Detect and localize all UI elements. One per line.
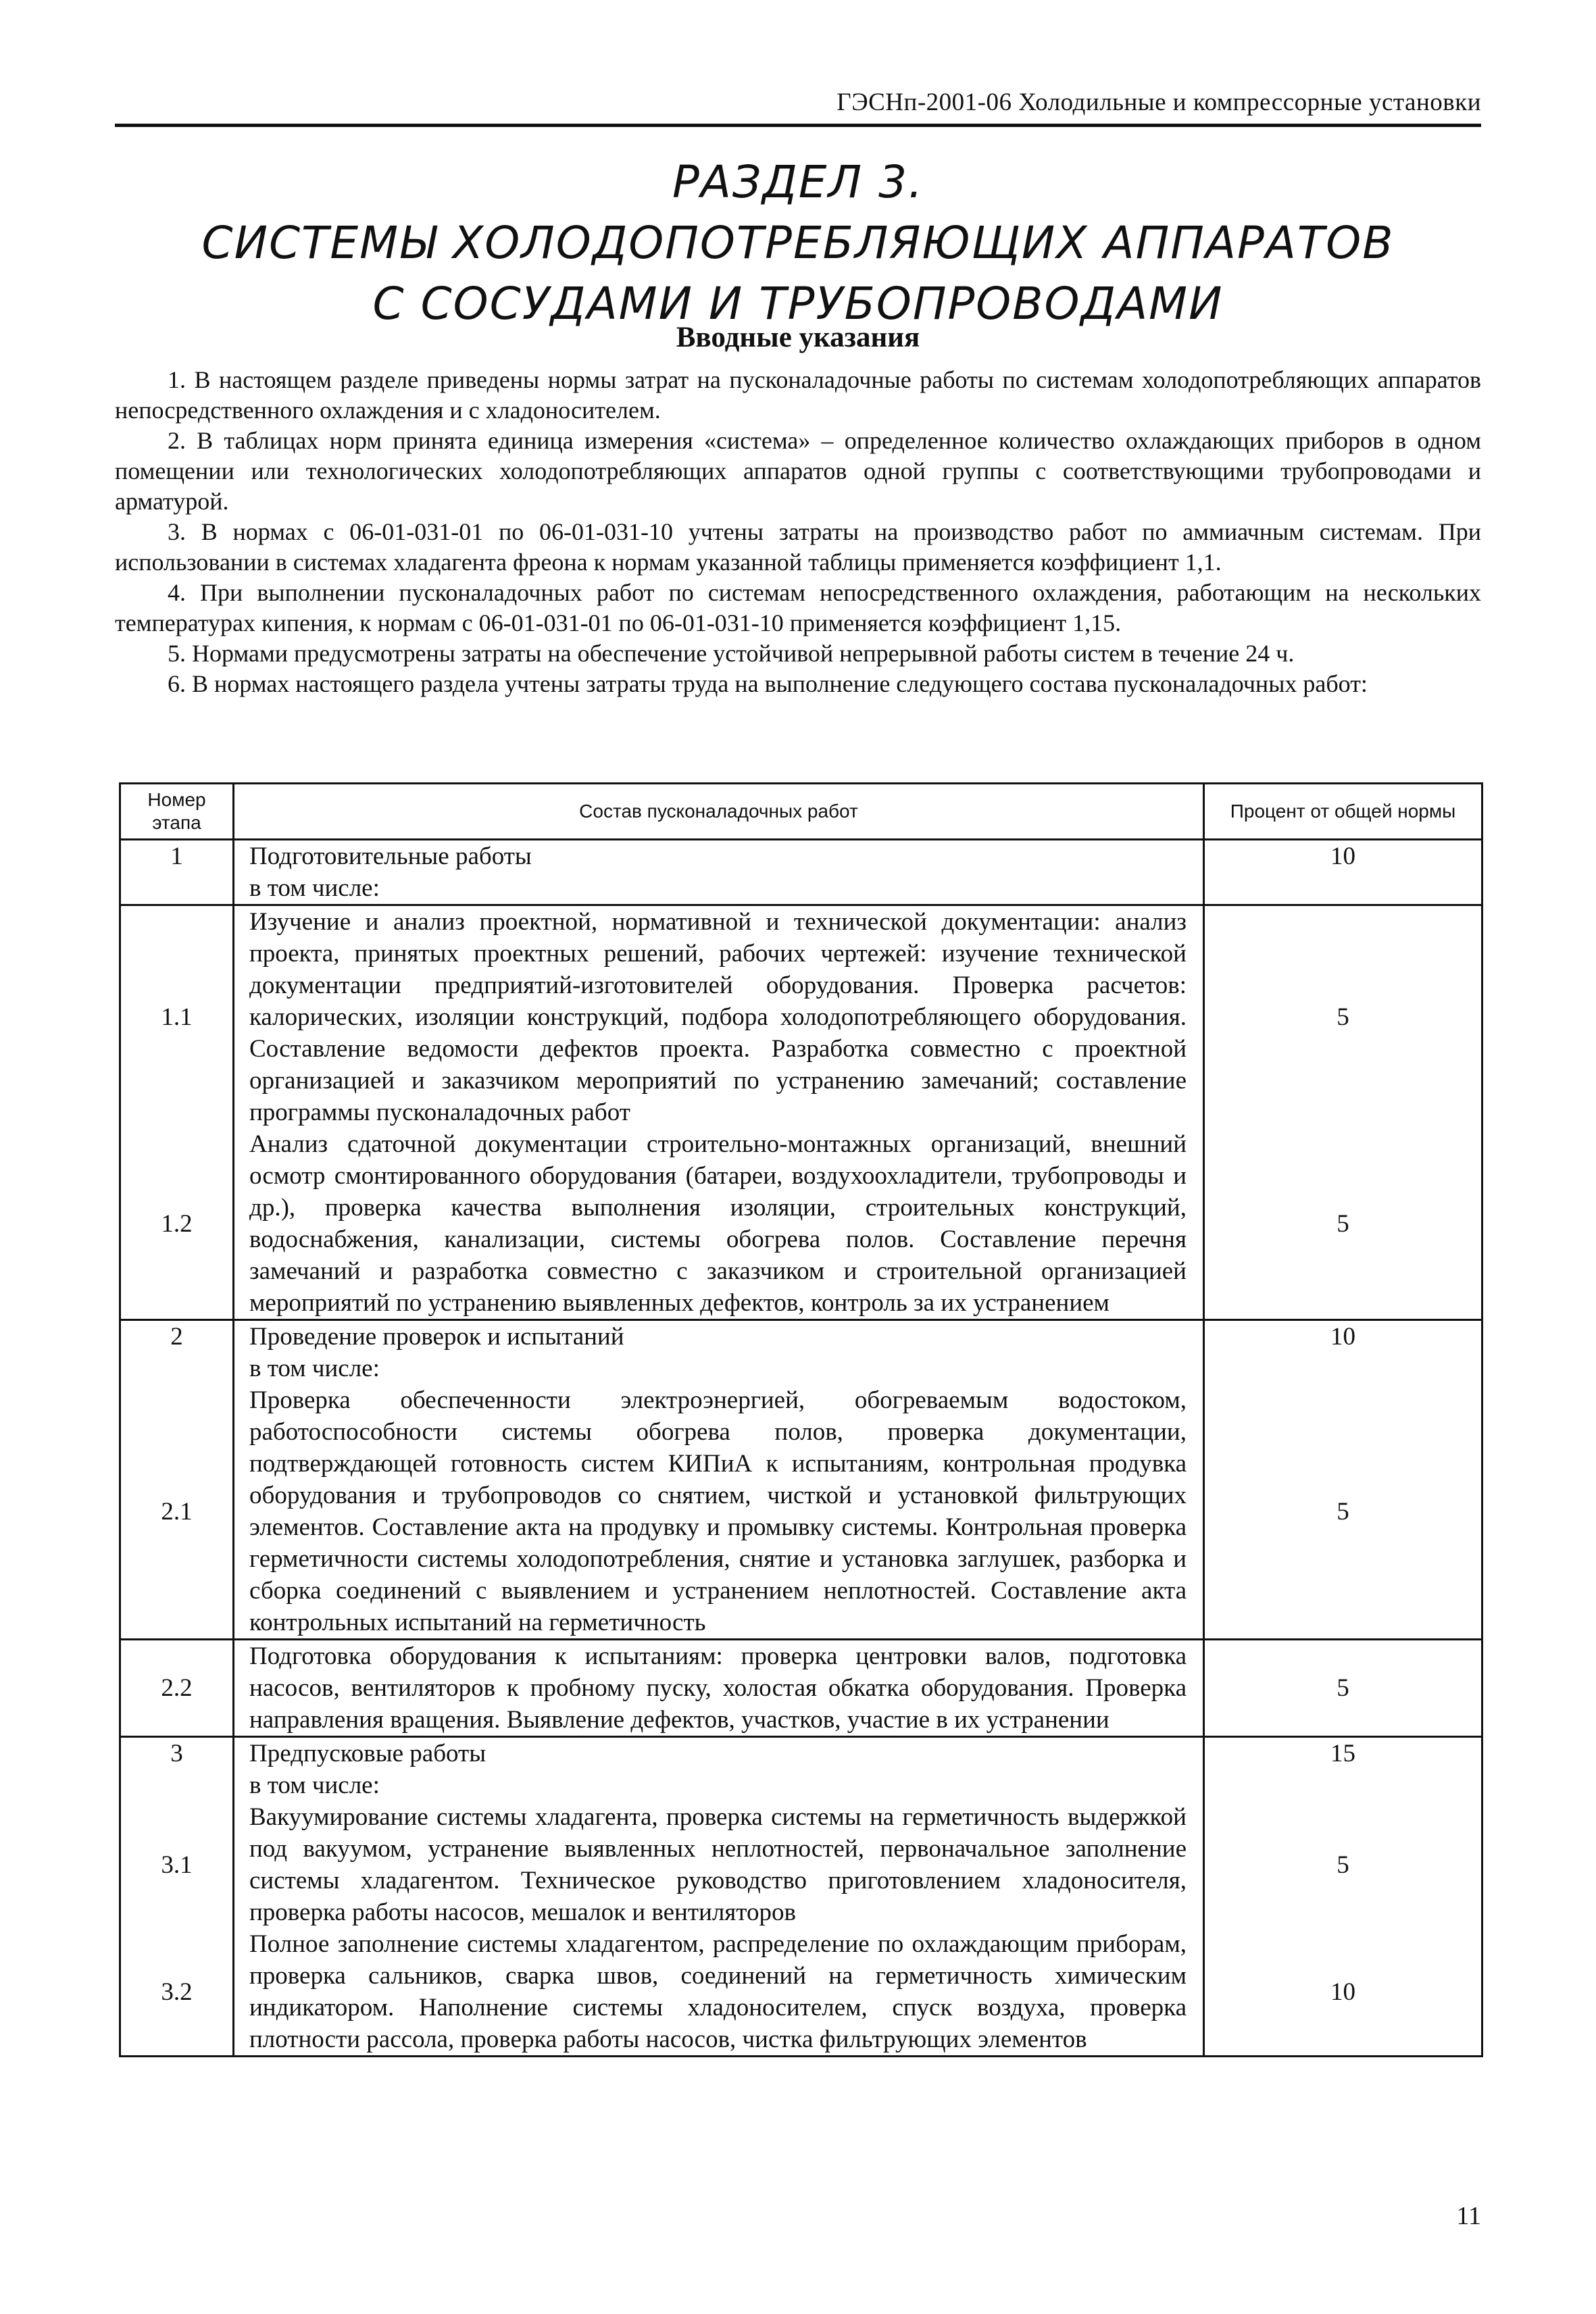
stage-title-text: Предпусковые работы: [249, 1740, 487, 1767]
substage-number: 2.2: [120, 1640, 234, 1737]
stage-title-text: Подготовительные работы: [249, 842, 532, 870]
table-row: [120, 1128, 1482, 1320]
substage-text: Подготовка оборудования к испытаниям: проверка центровки валов, подготовка насосов, вентиляторов к пробному пуску, холостая обкатка оборудования. Проверка направления вращения. Выявление дефектов, участков, участие в их устранении: [234, 1640, 1204, 1737]
table-row: [120, 1384, 1482, 1640]
stage-number: 3: [120, 1737, 234, 1802]
stage-number: 2: [120, 1320, 234, 1385]
substage-percent: 5: [1204, 1384, 1482, 1640]
substage-number: 1.2: [120, 1128, 234, 1320]
stage-subtitle: в том числе:: [249, 1771, 380, 1799]
table-row: [120, 1737, 1482, 1802]
substage-text: Вакуумирование системы хладагента, проверка системы на герметичность выдержкой под вакуумом, устранение выявленных неплотностей, первоначальное заполнение системы хладагентом. Техническое руководство приготовлением хладоносителя, проверка работы насосов, мешалок и вентиляторов: [234, 1801, 1204, 1928]
substage-text: Изучение и анализ проектной, нормативной и технической документации: анализ проекта, принятых проектных решений, рабочих чертежей: изучение технической документации предприятий-изготовителей оборудования. Проверка расчетов: калорических, изоляции конструкций, подбора холодопотребляющего оборудования. Составление ведомости дефектов проекта. Разработка совместно с проектной организацией и заказчиком мероприятий по устранению замечаний; составление программы пусконаладочных работ: [234, 905, 1204, 1129]
substage-number: 3.1: [120, 1801, 234, 1928]
section-title-line: СИСТЕМЫ ХОЛОДОПОТРЕБЛЯЮЩИХ АППАРАТОВ: [201, 217, 1395, 269]
substage-text: Полное заполнение системы хладагентом, распределение по охлаждающим приборам, проверка сальников, сварка швов, соединений на герметичность химическим индикатором. Наполнение системы хладоносителем, спуск воздуха, проверка плотности рассола, проверка работы насосов, чистка фильтрующих элементов: [234, 1928, 1204, 2057]
stage-percent: 15: [1204, 1737, 1482, 1802]
substage-percent: 5: [1204, 1801, 1482, 1928]
stage-title: [234, 1737, 1204, 1802]
stage-subtitle: в том числе:: [249, 874, 380, 902]
page-number: 11: [1456, 2202, 1481, 2230]
section-title-line: С СОСУДАМИ И ТРУБОПРОВОДАМИ: [372, 278, 1224, 330]
intro-paragraph: 3. В нормах с 06-01-031-01 по 06-01-031-10 учтены затраты на производство работ по аммиачным системам. При использовании в системах хладагента фреона к нормам указанной таблицы применяется коэффициент 1,1.: [115, 518, 1481, 576]
stage-subtitle: в том числе:: [249, 1355, 380, 1382]
substage-text: Проверка обеспеченности электроэнергией, обогреваемым водостоком, работоспособности системы обогрева полов, проверка документации, подтверждающей готовность систем КИПиА к испытаниям, контрольная продувка оборудования и трубопроводов со снятием, чисткой и установкой фильтрующих элементов. Составление акта на продувку и промывку системы. Контрольная проверка герметичности системы холодопотребления, снятие и установка заглушек, разборка и сборка соединений с выявлением и устранением неплотностей. Составление акта контрольных испытаний на герметичность: [234, 1384, 1204, 1640]
works-table: [119, 782, 1483, 2057]
substage-percent: 5: [1204, 905, 1482, 1129]
header-percent: Процент от общей нормы: [1204, 784, 1482, 840]
intro-paragraph: 6. В нормах настоящего раздела учтены затраты труда на выполнение следующего состава пусконаладочных работ:: [168, 670, 1368, 697]
substage-number: 2.1: [120, 1384, 234, 1640]
table-row: [120, 1320, 1482, 1385]
header-work-composition: Состав пусконаладочных работ: [234, 784, 1204, 840]
stage-percent: 10: [1204, 1320, 1482, 1385]
table-row: [120, 905, 1482, 1129]
substage-percent: 10: [1204, 1928, 1482, 2057]
stage-title: [234, 1320, 1204, 1385]
intro-heading: Вводные указания: [676, 322, 920, 353]
substage-number: 3.2: [120, 1928, 234, 2057]
header-stage-number: Номер этапа: [120, 784, 234, 840]
table-row: [120, 840, 1482, 905]
intro-paragraph: 1. В настоящем разделе приведены нормы затрат на пусконаладочные работы по системам холодопотребляющих аппаратов непосредственного охлаждения и с хладоносителем.: [115, 366, 1481, 424]
intro-paragraph: 4. При выполнении пусконаладочных работ по системам непосредственного охлаждения, работающим на нескольких температурах кипения, к нормам с 06-01-031-01 по 06-01-031-10 применяется коэффициент 1,15.: [115, 579, 1481, 636]
section-title-line: РАЗДЕЛ 3.: [672, 156, 924, 208]
table-row: [120, 1928, 1482, 2057]
table-row: [120, 1801, 1482, 1928]
running-header: ГЭСНп-2001-06 Холодильные и компрессорные установки: [115, 88, 1481, 127]
substage-number: 1.1: [120, 905, 234, 1129]
section-title: [115, 152, 1481, 334]
stage-percent: 10: [1204, 840, 1482, 905]
table-header-row: [120, 784, 1482, 840]
stage-title: [234, 840, 1204, 905]
substage-text: Анализ сдаточной документации строительно-монтажных организаций, внешний осмотр смонтированного оборудования (батареи, воздухоохладители, трубопроводы и др.), проверка качества выполнения изоляции, строительных конструкций, водоснабжения, канализации, системы обогрева полов. Составление перечня замечаний и разработка совместно с заказчиком и строительной организацией мероприятий по устранению выявленных дефектов, контроль за их устранением: [234, 1128, 1204, 1320]
substage-percent: 5: [1204, 1640, 1482, 1737]
substage-percent: 5: [1204, 1128, 1482, 1320]
intro-text: [115, 365, 1481, 699]
stage-title-text: Проведение проверок и испытаний: [249, 1323, 624, 1351]
intro-paragraph: 5. Нормами предусмотрены затраты на обеспечение устойчивой непрерывной работы систем в течение 24 ч.: [168, 640, 1295, 667]
intro-paragraph: 2. В таблицах норм принята единица измерения «система» – определенное количество охлаждающих приборов в одном помещении или технологических холодопотребляющих аппаратов одной группы с соответствующими трубопроводами и арматурой.: [115, 427, 1481, 515]
stage-number: 1: [120, 840, 234, 905]
table-row: [120, 1640, 1482, 1737]
